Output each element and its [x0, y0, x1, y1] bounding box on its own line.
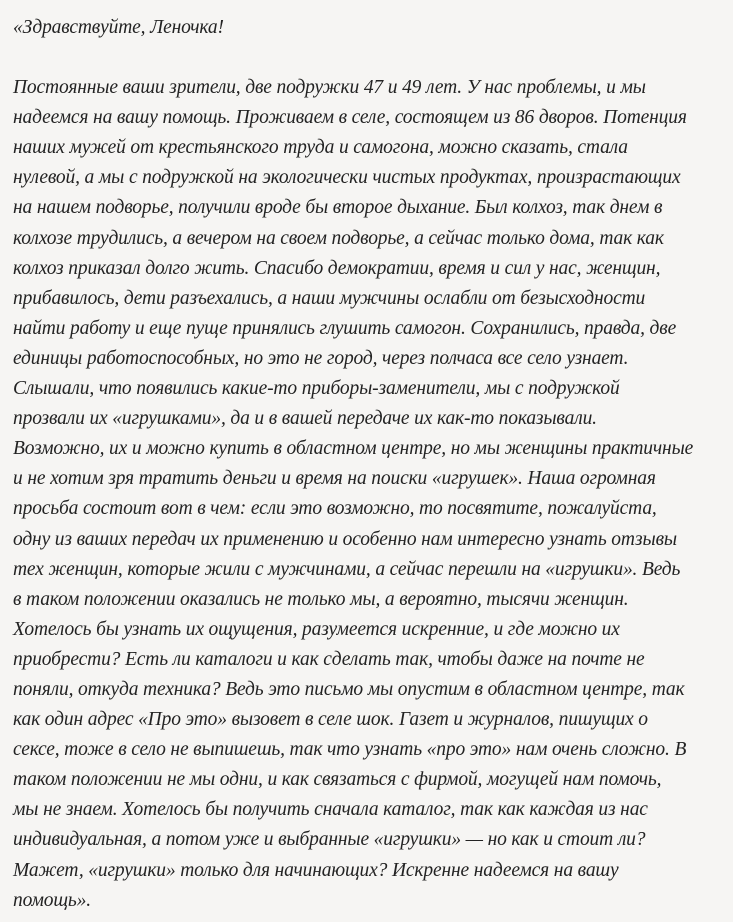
letter-line: Постоянные ваши зрители, две подружки 47 и 49 лет. У нас проблемы, и мы [13, 77, 646, 99]
letter-line: поняли, откуда техника? Ведь это письмо мы опустим в областном центре, так [13, 678, 685, 700]
letter-line: одну из ваших передач их применению и особенно нам интересно узнать отзывы [13, 528, 677, 550]
letter-line: Мажет, «игрушки» только для начинающих? Искренне надеемся на вашу [13, 859, 619, 881]
letter-line: в таком положении оказались не только мы, а вероятно, тысячи женщин. [13, 588, 629, 610]
letter-line: единицы работоспособных, но это не город, через полчаса все село узнает. [13, 347, 629, 369]
letter-greeting: «Здравствуйте, Леночка! [13, 17, 224, 38]
letter-line: колхозе трудились, а вечером на своем подворье, а сейчас только дома, так как [13, 227, 664, 249]
letter-line: Хотелось бы узнать их ощущения, разумеется искренние, и где можно их [13, 618, 620, 640]
letter-line: сексе, тоже в село не выпишешь, так что узнать «про это» нам очень сложно. В [13, 739, 687, 761]
letter-line: прозвали их «игрушками», да и в вашей передаче их как-то показывали. [13, 408, 597, 430]
letter-line: индивидуальная, а потом уже и выбранные «игрушки» — но как и стоит ли? [13, 829, 646, 851]
letter-line: на нашем подворье, получили вроде бы второе дыхание. Был колхоз, так днем в [13, 197, 663, 219]
letter-line: тех женщин, которые жили с мужчинами, а сейчас перешли на «игрушки». Ведь [13, 558, 681, 580]
letter-line: нулевой, а мы с подружкой на экологически чистых продуктах, произрастающих [13, 167, 681, 189]
letter-line: как один адрес «Про это» вызовет в селе шок. Газет и журналов, пишущих о [13, 709, 648, 731]
letter-line: надеемся на вашу помощь. Проживаем в селе, состоящем из 86 дворов. Потенция [13, 107, 687, 129]
letter-line: таком положении не мы одни, и как связаться с фирмой, могущей нам помочь, [13, 769, 662, 791]
letter-line: помощь». [13, 889, 91, 911]
letter-line: мы не знаем. Хотелось бы получить сначала каталог, так как каждая из нас [13, 799, 648, 821]
letter-line: просьба состоит вот в чем: если это возможно, то посвятите, пожалуйста, [13, 498, 657, 520]
paragraph-gap [13, 43, 721, 73]
letter-line: Возможно, их и можно купить в областном центре, но мы женщины практичные [13, 438, 694, 460]
letter-line: колхоз приказал долго жить. Спасибо демократии, время и сил у нас, женщин, [13, 257, 661, 279]
letter-line: приобрести? Есть ли каталоги и как сделать так, чтобы даже на почте не [13, 648, 645, 670]
letter-line: и не хотим зря тратить деньги и время на поиски «игрушек». Наша огромная [13, 468, 656, 490]
letter-line: прибавилось, дети разъехались, а наши мужчины ослабли от безысходности [13, 287, 646, 309]
letter-line: наших мужей от крестьянского труда и самогона, можно сказать, стала [13, 137, 628, 159]
letter-line: найти работу и еще пуще принялись глушить самогон. Сохранились, правда, две [13, 317, 677, 339]
letter-line: Слышали, что появились какие-то приборы-заменители, мы с подружкой [13, 378, 620, 400]
